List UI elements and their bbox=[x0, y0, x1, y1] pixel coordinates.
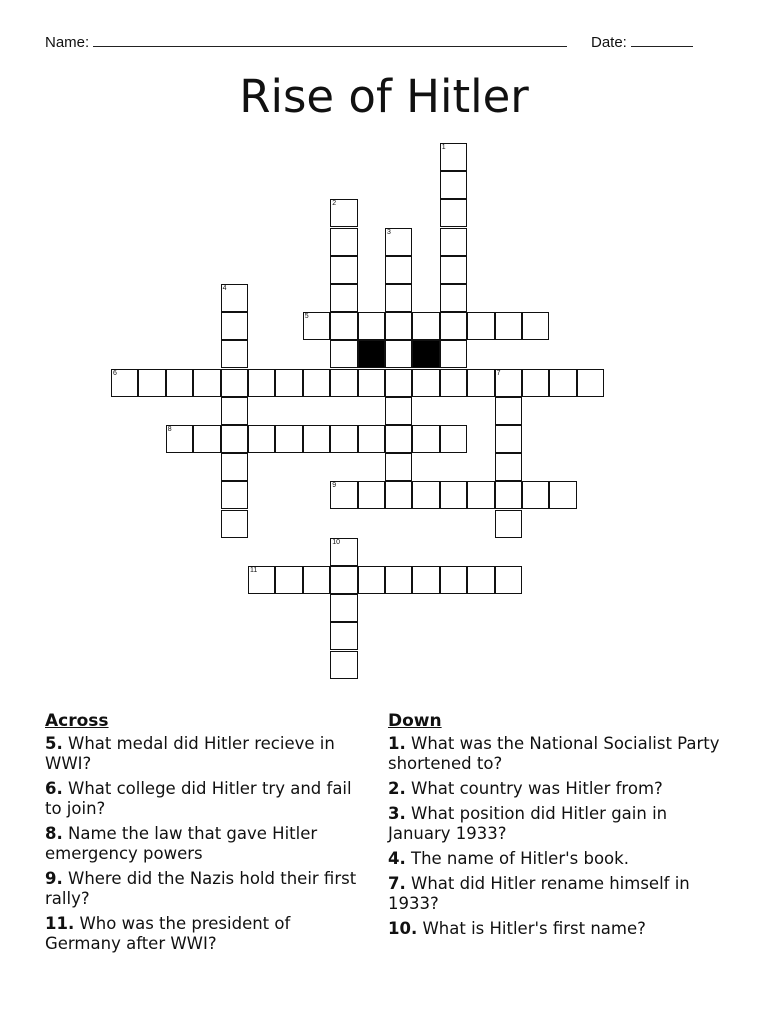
grid-cell[interactable] bbox=[248, 369, 275, 397]
clue-number: 11. bbox=[45, 914, 75, 933]
blocked-cell bbox=[358, 340, 385, 368]
grid-cell[interactable] bbox=[440, 312, 467, 340]
grid-cell[interactable] bbox=[385, 340, 412, 368]
clue-number: 1. bbox=[388, 734, 406, 753]
grid-cell[interactable] bbox=[522, 369, 549, 397]
grid-cell[interactable] bbox=[275, 566, 302, 594]
grid-cell[interactable] bbox=[440, 228, 467, 256]
clue-down-4 bbox=[388, 849, 728, 869]
clue-across-5 bbox=[45, 734, 365, 774]
grid-cell[interactable] bbox=[385, 256, 412, 284]
grid-cell[interactable] bbox=[221, 510, 248, 538]
grid-cell[interactable] bbox=[440, 256, 467, 284]
clue-text: What did Hitler rename himself in 1933? bbox=[388, 874, 690, 913]
grid-cell[interactable] bbox=[221, 481, 248, 509]
clue-text: What was the National Socialist Party shortened to? bbox=[388, 734, 720, 773]
down-clues bbox=[388, 711, 728, 944]
clue-number-label: 4 bbox=[222, 285, 227, 292]
grid-cell[interactable] bbox=[358, 566, 385, 594]
clue-down-7 bbox=[388, 874, 728, 914]
grid-cell[interactable] bbox=[412, 369, 439, 397]
grid-cell[interactable] bbox=[358, 312, 385, 340]
clue-text: What college did Hitler try and fail to join? bbox=[45, 779, 352, 818]
grid-cell[interactable] bbox=[495, 510, 522, 538]
grid-cell[interactable] bbox=[412, 566, 439, 594]
grid-cell[interactable] bbox=[330, 256, 357, 284]
grid-cell[interactable] bbox=[467, 369, 494, 397]
grid-cell[interactable] bbox=[330, 651, 357, 679]
clue-number: 8. bbox=[45, 824, 63, 843]
grid-cell[interactable] bbox=[495, 312, 522, 340]
grid-cell[interactable] bbox=[440, 284, 467, 312]
grid-cell[interactable] bbox=[330, 538, 357, 566]
grid-cell[interactable] bbox=[330, 312, 357, 340]
grid-cell[interactable] bbox=[330, 622, 357, 650]
clue-number: 3. bbox=[388, 804, 406, 823]
grid-cell[interactable] bbox=[330, 566, 357, 594]
grid-cell[interactable] bbox=[303, 425, 330, 453]
grid-cell[interactable] bbox=[495, 425, 522, 453]
grid-cell[interactable] bbox=[385, 566, 412, 594]
clue-text: What is Hitler's first name? bbox=[422, 919, 646, 938]
grid-cell[interactable] bbox=[221, 397, 248, 425]
grid-cell[interactable] bbox=[303, 369, 330, 397]
grid-cell[interactable] bbox=[138, 369, 165, 397]
clue-number: 5. bbox=[45, 734, 63, 753]
name-label: Name: bbox=[45, 34, 90, 51]
blocked-cell bbox=[412, 340, 439, 368]
clue-down-3 bbox=[388, 804, 728, 844]
grid-cell[interactable] bbox=[111, 369, 138, 397]
clue-number: 2. bbox=[388, 779, 406, 798]
grid-cell[interactable] bbox=[412, 312, 439, 340]
grid-cell[interactable] bbox=[275, 369, 302, 397]
grid-cell[interactable] bbox=[193, 425, 220, 453]
grid-cell[interactable] bbox=[522, 481, 549, 509]
grid-cell[interactable] bbox=[221, 312, 248, 340]
grid-cell[interactable] bbox=[440, 199, 467, 227]
clue-down-10 bbox=[388, 919, 728, 939]
grid-cell[interactable] bbox=[440, 171, 467, 199]
grid-cell[interactable] bbox=[467, 566, 494, 594]
grid-cell[interactable] bbox=[440, 369, 467, 397]
clue-across-6 bbox=[45, 779, 365, 819]
grid-cell[interactable] bbox=[330, 594, 357, 622]
clue-number: 7. bbox=[388, 874, 406, 893]
clue-down-1 bbox=[388, 734, 728, 774]
clue-number-label: 5 bbox=[304, 313, 309, 321]
grid-cell[interactable] bbox=[248, 566, 275, 594]
grid-cell[interactable] bbox=[330, 340, 357, 368]
grid-cell[interactable] bbox=[385, 397, 412, 425]
grid-cell[interactable] bbox=[549, 481, 576, 509]
clue-number-label: 10 bbox=[332, 538, 340, 546]
clue-number-label: 1 bbox=[441, 144, 446, 151]
clue-number-label: 11 bbox=[250, 567, 258, 574]
clue-number: 6. bbox=[45, 779, 63, 798]
grid-cell[interactable] bbox=[166, 369, 193, 397]
clue-number: 4. bbox=[388, 849, 406, 868]
grid-cell[interactable] bbox=[440, 425, 467, 453]
clue-text: What medal did Hitler recieve in WWI? bbox=[45, 734, 335, 773]
date-label: Date: bbox=[591, 34, 627, 51]
grid-cell[interactable] bbox=[549, 369, 576, 397]
clue-across-9 bbox=[45, 869, 365, 909]
grid-cell[interactable] bbox=[385, 369, 412, 397]
across-clues bbox=[45, 711, 365, 959]
grid-cell[interactable] bbox=[166, 425, 193, 453]
clue-number-label: 6 bbox=[113, 369, 117, 377]
clue-number: 9. bbox=[45, 869, 63, 888]
grid-cell[interactable] bbox=[330, 284, 357, 312]
grid-cell[interactable] bbox=[358, 481, 385, 509]
grid-cell[interactable] bbox=[385, 453, 412, 481]
clue-text: The name of Hitler's book. bbox=[411, 849, 629, 868]
grid-cell[interactable] bbox=[495, 397, 522, 425]
clue-across-11 bbox=[45, 914, 365, 954]
grid-cell[interactable] bbox=[467, 312, 494, 340]
clue-text: Name the law that gave Hitler emergency powers bbox=[45, 824, 318, 863]
grid-cell[interactable] bbox=[303, 566, 330, 594]
grid-cell[interactable] bbox=[495, 566, 522, 594]
clue-number-label: 2 bbox=[332, 200, 337, 208]
grid-cell[interactable] bbox=[275, 425, 302, 453]
grid-cell[interactable] bbox=[577, 369, 604, 397]
grid-cell[interactable] bbox=[385, 481, 412, 509]
grid-cell[interactable] bbox=[440, 340, 467, 368]
grid-cell[interactable] bbox=[440, 143, 467, 171]
grid-cell[interactable] bbox=[330, 369, 357, 397]
clue-text: What country was Hitler from? bbox=[411, 779, 663, 798]
clue-across-8 bbox=[45, 824, 365, 864]
grid-cell[interactable] bbox=[330, 228, 357, 256]
grid-cell[interactable] bbox=[221, 340, 248, 368]
grid-cell[interactable] bbox=[385, 228, 412, 256]
grid-cell[interactable] bbox=[303, 312, 330, 340]
grid-cell[interactable] bbox=[440, 481, 467, 509]
grid-cell[interactable] bbox=[495, 481, 522, 509]
grid-cell[interactable] bbox=[358, 425, 385, 453]
grid-cell[interactable] bbox=[221, 425, 248, 453]
down-heading: Down bbox=[388, 711, 442, 731]
grid-cell[interactable] bbox=[330, 425, 357, 453]
clue-down-2 bbox=[388, 779, 728, 799]
grid-cell[interactable] bbox=[522, 312, 549, 340]
grid-cell[interactable] bbox=[221, 369, 248, 397]
grid-cell[interactable] bbox=[358, 369, 385, 397]
clue-number: 10. bbox=[388, 919, 418, 938]
grid-cell[interactable] bbox=[467, 481, 494, 509]
grid-cell[interactable] bbox=[330, 481, 357, 509]
grid-cell[interactable] bbox=[385, 425, 412, 453]
grid-cell[interactable] bbox=[495, 369, 522, 397]
clue-number-label: 8 bbox=[167, 426, 172, 433]
grid-cell[interactable] bbox=[193, 369, 220, 397]
puzzle-title: Rise of Hitler bbox=[239, 70, 529, 123]
clue-number-label: 7 bbox=[496, 369, 501, 377]
clue-text: What position did Hitler gain in January 1933? bbox=[388, 804, 668, 843]
across-heading: Across bbox=[45, 711, 109, 731]
clue-text: Where did the Nazis hold their first rally? bbox=[45, 869, 357, 908]
clue-number-label: 3 bbox=[387, 228, 391, 236]
clue-text: Who was the president of Germany after WWI? bbox=[45, 914, 291, 953]
grid-cell[interactable] bbox=[412, 425, 439, 453]
grid-cell[interactable] bbox=[248, 425, 275, 453]
grid-cell[interactable] bbox=[412, 481, 439, 509]
grid-cell[interactable] bbox=[221, 284, 248, 312]
grid-cell[interactable] bbox=[385, 312, 412, 340]
grid-cell[interactable] bbox=[440, 566, 467, 594]
clue-number-label: 9 bbox=[332, 482, 337, 490]
grid-cell[interactable] bbox=[385, 284, 412, 312]
grid-cell[interactable] bbox=[221, 453, 248, 481]
grid-cell[interactable] bbox=[330, 199, 357, 227]
grid-cell[interactable] bbox=[495, 453, 522, 481]
